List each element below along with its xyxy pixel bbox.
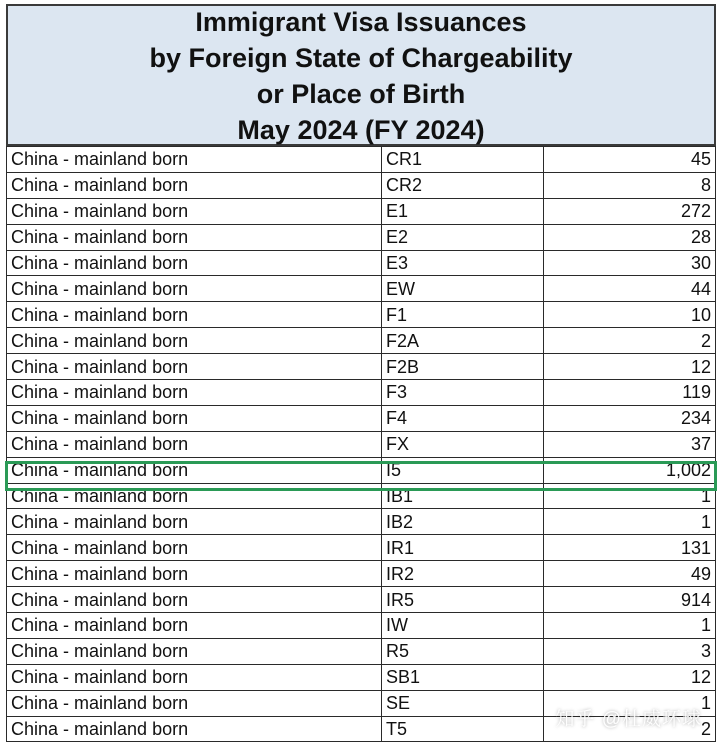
country-cell: China - mainland born <box>7 561 382 587</box>
country-cell: China - mainland born <box>7 613 382 639</box>
table-row <box>7 664 716 690</box>
issuance-count-cell: 234 <box>544 405 716 431</box>
table-row <box>7 587 716 613</box>
visa-class-cell: IR1 <box>382 535 544 561</box>
country-cell: China - mainland born <box>7 638 382 664</box>
table-row <box>7 250 716 276</box>
table-row <box>7 380 716 406</box>
table-row <box>7 483 716 509</box>
issuance-count-cell: 12 <box>544 664 716 690</box>
issuance-count-cell: 119 <box>544 380 716 406</box>
visa-class-cell: R5 <box>382 638 544 664</box>
visa-class-cell: SE <box>382 690 544 716</box>
table-row <box>7 198 716 224</box>
visa-class-cell: CR1 <box>382 147 544 173</box>
watermark: 知乎 @杜威环球 <box>555 709 702 730</box>
visa-class-cell: EW <box>382 276 544 302</box>
title-line-1: Immigrant Visa Issuances <box>195 7 527 37</box>
table-row <box>7 224 716 250</box>
visa-class-cell: F2B <box>382 354 544 380</box>
issuance-count-cell: 1 <box>544 690 716 716</box>
table-row <box>7 172 716 198</box>
visa-class-cell: SB1 <box>382 664 544 690</box>
country-cell: China - mainland born <box>7 198 382 224</box>
title-line-4: May 2024 (FY 2024) <box>237 115 485 145</box>
table-row <box>7 354 716 380</box>
country-cell: China - mainland born <box>7 535 382 561</box>
table-row <box>7 638 716 664</box>
issuance-count-cell: 272 <box>544 198 716 224</box>
issuance-count-cell: 44 <box>544 276 716 302</box>
issuance-count-cell: 28 <box>544 224 716 250</box>
issuance-count-cell: 49 <box>544 561 716 587</box>
visa-class-cell: IB1 <box>382 483 544 509</box>
issuance-count-cell: 3 <box>544 638 716 664</box>
country-cell: China - mainland born <box>7 431 382 457</box>
table-row <box>7 147 716 173</box>
visa-class-cell: IR5 <box>382 587 544 613</box>
country-cell: China - mainland born <box>7 147 382 173</box>
issuance-count-cell: 45 <box>544 147 716 173</box>
issuance-count-cell: 10 <box>544 302 716 328</box>
issuance-count-cell: 1 <box>544 509 716 535</box>
country-cell: China - mainland born <box>7 224 382 250</box>
country-cell: China - mainland born <box>7 250 382 276</box>
visa-issuance-sheet <box>6 4 716 742</box>
title-line-3: or Place of Birth <box>256 79 466 109</box>
issuance-count-cell: 8 <box>544 172 716 198</box>
country-cell: China - mainland born <box>7 483 382 509</box>
table-row <box>7 535 716 561</box>
table-row <box>7 613 716 639</box>
visa-class-cell: E1 <box>382 198 544 224</box>
issuance-table <box>6 146 716 742</box>
table-row <box>7 457 716 483</box>
visa-class-cell: IW <box>382 613 544 639</box>
country-cell: China - mainland born <box>7 302 382 328</box>
issuance-count-cell: 2 <box>544 328 716 354</box>
visa-class-cell: F1 <box>382 302 544 328</box>
visa-class-cell: IR2 <box>382 561 544 587</box>
country-cell: China - mainland born <box>7 690 382 716</box>
country-cell: China - mainland born <box>7 354 382 380</box>
country-cell: China - mainland born <box>7 380 382 406</box>
visa-class-cell: F2A <box>382 328 544 354</box>
issuance-count-cell: 1 <box>544 483 716 509</box>
issuance-count-cell: 131 <box>544 535 716 561</box>
visa-class-cell: I5 <box>382 457 544 483</box>
table-row <box>7 431 716 457</box>
visa-class-cell: CR2 <box>382 172 544 198</box>
table-row <box>7 328 716 354</box>
visa-class-cell: FX <box>382 431 544 457</box>
visa-class-cell: T5 <box>382 716 544 742</box>
issuance-count-cell: 1 <box>544 613 716 639</box>
title-line-2: by Foreign State of Chargeability <box>149 43 573 73</box>
issuance-count-cell: 914 <box>544 587 716 613</box>
country-cell: China - mainland born <box>7 172 382 198</box>
issuance-count-cell: 37 <box>544 431 716 457</box>
country-cell: China - mainland born <box>7 664 382 690</box>
visa-class-cell: IB2 <box>382 509 544 535</box>
country-cell: China - mainland born <box>7 405 382 431</box>
table-row <box>7 405 716 431</box>
table-row <box>7 561 716 587</box>
issuance-table-body <box>7 147 716 742</box>
table-title <box>6 4 716 146</box>
country-cell: China - mainland born <box>7 328 382 354</box>
country-cell: China - mainland born <box>7 509 382 535</box>
table-row <box>7 509 716 535</box>
country-cell: China - mainland born <box>7 276 382 302</box>
country-cell: China - mainland born <box>7 716 382 742</box>
issuance-count-cell: 12 <box>544 354 716 380</box>
issuance-count-cell: 30 <box>544 250 716 276</box>
visa-class-cell: E2 <box>382 224 544 250</box>
visa-class-cell: F3 <box>382 380 544 406</box>
issuance-count-cell: 1,002 <box>544 457 716 483</box>
visa-class-cell: F4 <box>382 405 544 431</box>
table-row <box>7 276 716 302</box>
table-row <box>7 302 716 328</box>
issuance-count-cell: 2 <box>544 716 716 742</box>
country-cell: China - mainland born <box>7 587 382 613</box>
country-cell: China - mainland born <box>7 457 382 483</box>
visa-class-cell: E3 <box>382 250 544 276</box>
